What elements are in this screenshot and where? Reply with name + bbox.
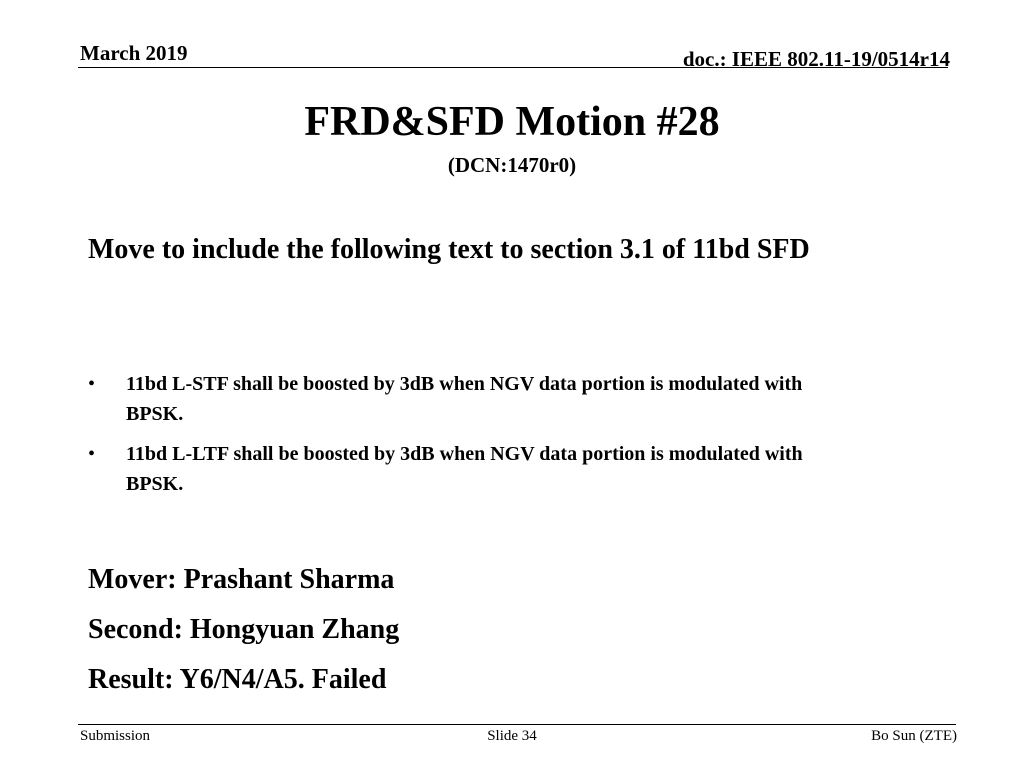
result-line: Result: Y6/N4/A5. Failed — [88, 664, 387, 695]
footer-author: Bo Sun (ZTE) — [871, 728, 957, 744]
footer-submission: Submission — [80, 728, 151, 744]
footer-divider — [78, 724, 956, 725]
bullet-marker: • — [88, 373, 96, 395]
motion-text: Move to include the following text to section 3.1 of 11bd SFD — [88, 234, 810, 265]
slide-title: FRD&SFD Motion #28 — [304, 99, 720, 145]
motion-info — [88, 558, 399, 708]
bullet-item — [88, 369, 848, 429]
slide-subtitle: (DCN:1470r0) — [447, 153, 577, 177]
bullet-item — [88, 439, 848, 499]
header-divider — [78, 67, 948, 68]
bullet-text: 11bd L-STF shall be boosted by 3dB when NGV data portion is modulated with BPSK. — [126, 373, 803, 425]
footer-slide-number: Slide 34 — [487, 728, 537, 744]
bullet-marker: • — [88, 443, 96, 465]
header-doc-id: doc.: IEEE 802.11-19/0514r14 — [682, 47, 950, 71]
header-date: March 2019 — [80, 41, 188, 65]
motion-bullet-list — [88, 369, 848, 509]
bullet-text: 11bd L-LTF shall be boosted by 3dB when NGV data portion is modulated with BPSK. — [126, 443, 803, 495]
second-line: Second: Hongyuan Zhang — [88, 614, 400, 645]
mover-line: Mover: Prashant Sharma — [88, 564, 395, 595]
